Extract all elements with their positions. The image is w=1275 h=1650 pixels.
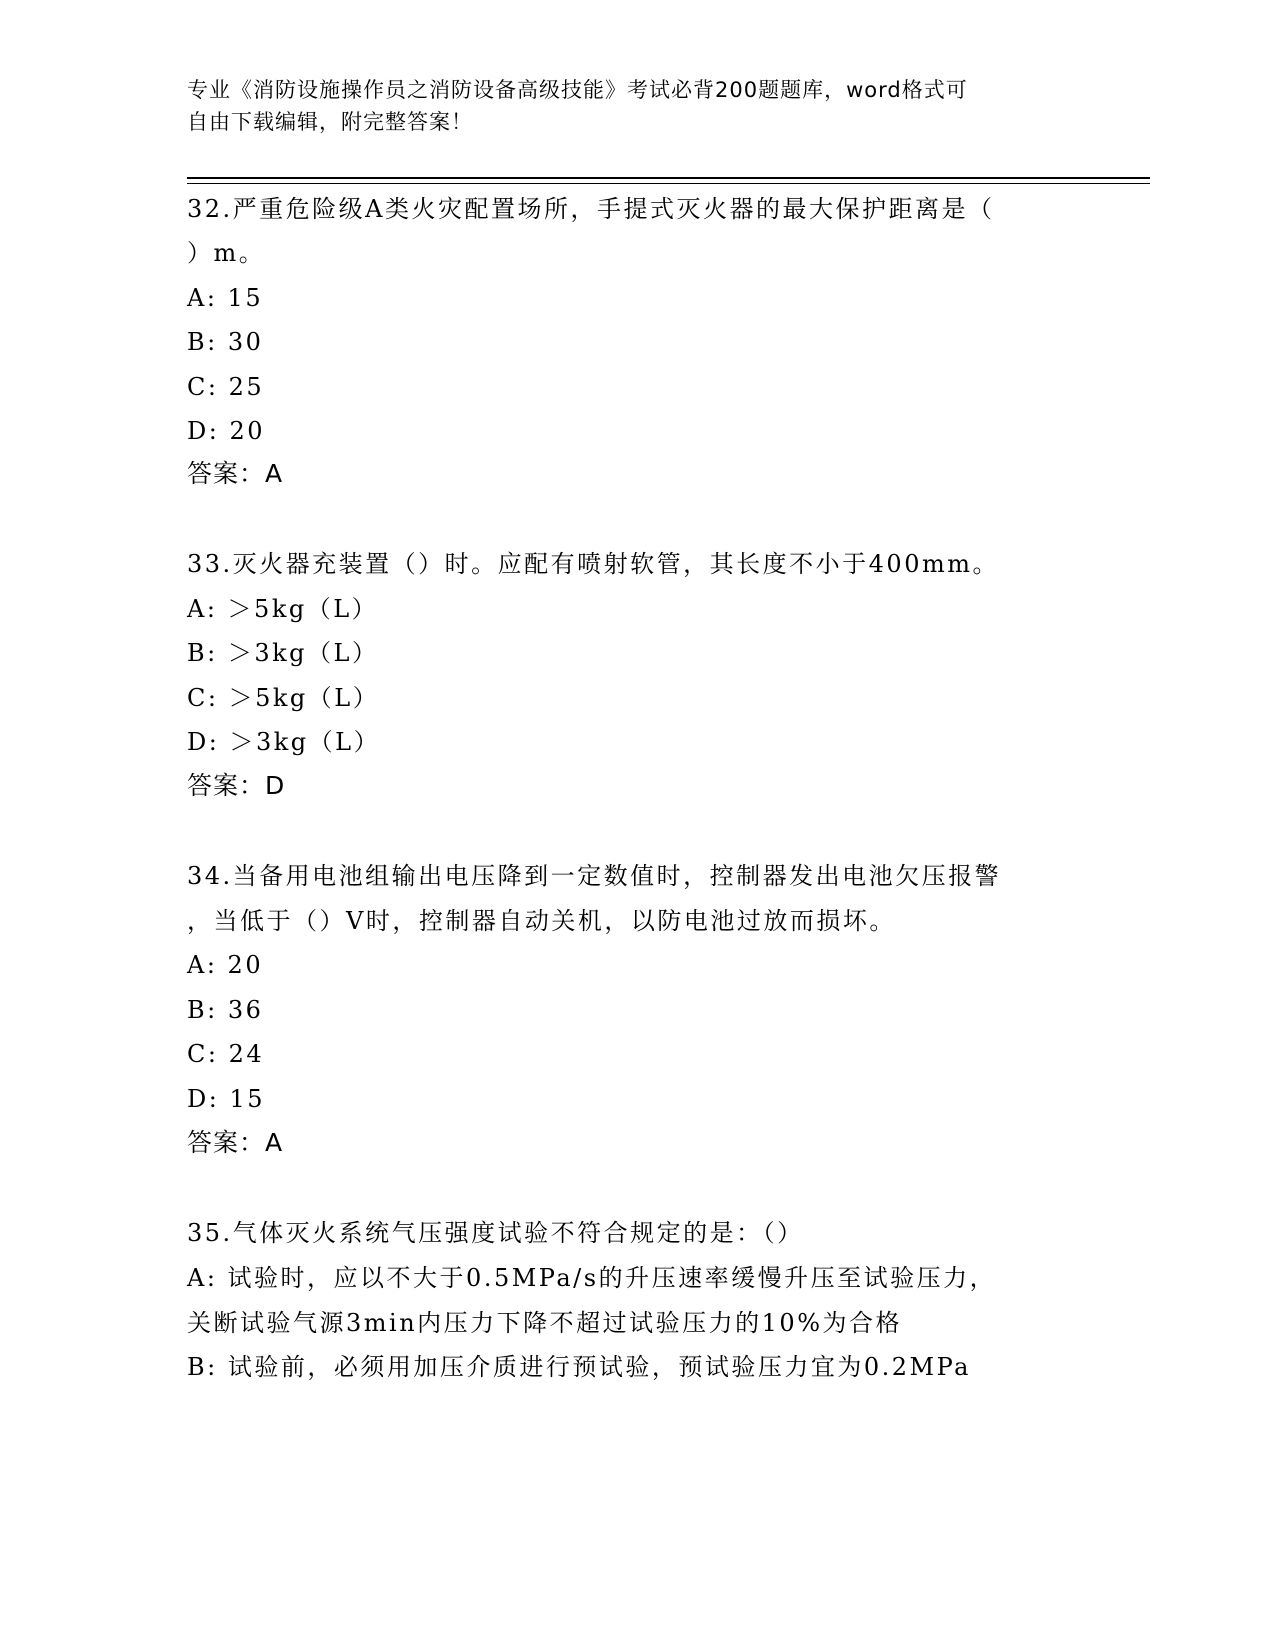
question-35-option-a-line-1: A: 试验时，应以不大于0.5MPa/s的升压速率缓慢升压至试验压力， — [187, 1264, 997, 1292]
header-line-1: 专业《消防设施操作员之消防设备高级技能》考试必背200题题库，word格式可 — [187, 78, 968, 102]
question-33-option-b: B: ＞3kg（L） — [187, 639, 379, 667]
question-35-option-b: B: 试验前，必须用加压介质进行预试验，预试验压力宜为0.2MPa — [187, 1353, 971, 1381]
question-33-option-a: A: ＞5kg（L） — [187, 595, 379, 623]
question-32-option-a: A: 15 — [187, 284, 264, 312]
question-34-option-b: B: 36 — [187, 996, 264, 1024]
question-35-stem-line-1: 35.气体灭火系统气压强度试验不符合规定的是：（） — [187, 1219, 804, 1247]
question-34-answer: 答案：A — [187, 1128, 284, 1157]
document-header — [187, 74, 1067, 138]
question-33-option-d: D: ＞3kg（L） — [187, 728, 381, 756]
header-line-2: 自由下载编辑，附完整答案！ — [187, 110, 473, 134]
question-33-stem-line-1: 33.灭火器充装置（）时。应配有喷射软管，其长度不小于400mm。 — [187, 550, 999, 578]
question-33-option-c: C: ＞5kg（L） — [187, 684, 380, 712]
question-32-option-d: D: 20 — [187, 417, 265, 445]
question-34-stem-line-1: 34.当备用电池组输出电压降到一定数值时，控制器发出电池欠压报警 — [187, 862, 1002, 890]
question-34-option-d: D: 15 — [187, 1085, 265, 1113]
question-34-stem-line-2: ，当低于（）V时，控制器自动关机，以防电池过放而损坏。 — [187, 907, 896, 935]
header-divider-thin — [187, 183, 1150, 184]
question-32-option-c: C: 25 — [187, 373, 265, 401]
header-divider-thick — [187, 177, 1150, 179]
question-33-answer: 答案：D — [187, 771, 286, 800]
question-34-option-c: C: 24 — [187, 1040, 265, 1068]
question-32-option-b: B: 30 — [187, 328, 264, 356]
question-32-stem-line-2: ）m。 — [187, 239, 266, 267]
question-35-option-a-line-2: 关断试验气源3min内压力下降不超过试验压力的10%为合格 — [187, 1309, 903, 1337]
question-32-answer: 答案：A — [187, 459, 284, 488]
question-32-stem-line-1: 32.严重危险级A类火灾配置场所，手提式灭火器的最大保护距离是（ — [187, 195, 995, 223]
question-34-option-a: A: 20 — [187, 951, 264, 979]
